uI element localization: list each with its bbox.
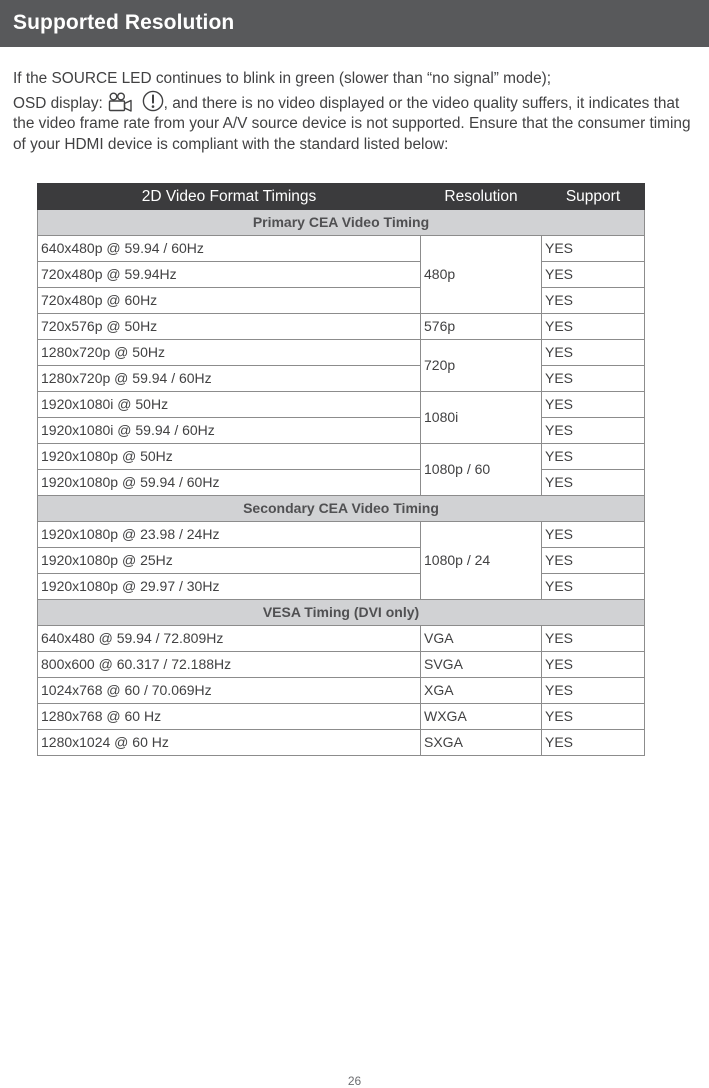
support-cell: YES: [542, 262, 645, 288]
resolution-cell: WXGA: [421, 704, 542, 730]
table-row: [38, 262, 645, 288]
supported-resolution-table: [37, 183, 645, 756]
table-row: [38, 314, 645, 340]
format-cell: 1920x1080p @ 59.94 / 60Hz: [38, 470, 421, 496]
table-row: [38, 340, 645, 366]
support-cell: YES: [542, 470, 645, 496]
resolution-cell: 1080i: [421, 392, 542, 444]
section-title: Primary CEA Video Timing: [38, 210, 645, 236]
format-cell: 1280x768 @ 60 Hz: [38, 704, 421, 730]
header-format: 2D Video Format Timings: [38, 184, 421, 210]
intro-osd-text: , and there is no video displayed or the video quality suffers, it indicates that the video frame rate from your A/V source device is not supported. Ensure that the consumer timing of your HDMI device is compliant with the standard listed below:: [13, 94, 691, 153]
support-cell: YES: [542, 678, 645, 704]
table-row: [38, 574, 645, 600]
table-header-row: [38, 184, 645, 210]
resolution-cell: SVGA: [421, 652, 542, 678]
format-cell: 720x576p @ 50Hz: [38, 314, 421, 340]
table-row: [38, 288, 645, 314]
section-title: Secondary CEA Video Timing: [38, 496, 645, 522]
header-support: Support: [542, 184, 645, 210]
resolution-cell: 480p: [421, 236, 542, 314]
section-header-row: [38, 496, 645, 522]
support-cell: YES: [542, 522, 645, 548]
format-cell: 1920x1080p @ 23.98 / 24Hz: [38, 522, 421, 548]
table-row: [38, 470, 645, 496]
format-cell: 1024x768 @ 60 / 70.069Hz: [38, 678, 421, 704]
resolution-cell: 1080p / 24: [421, 522, 542, 600]
table-row: [38, 626, 645, 652]
resolution-cell: 1080p / 60: [421, 444, 542, 496]
format-cell: 1920x1080p @ 29.97 / 30Hz: [38, 574, 421, 600]
table-row: [38, 444, 645, 470]
resolution-cell: XGA: [421, 678, 542, 704]
support-cell: YES: [542, 340, 645, 366]
resolution-cell: SXGA: [421, 730, 542, 756]
support-cell: YES: [542, 392, 645, 418]
support-cell: YES: [542, 236, 645, 262]
format-cell: 1280x720p @ 50Hz: [38, 340, 421, 366]
table-row: [38, 522, 645, 548]
support-cell: YES: [542, 730, 645, 756]
format-cell: 1920x1080i @ 50Hz: [38, 392, 421, 418]
section-header-row: [38, 210, 645, 236]
support-cell: YES: [542, 704, 645, 730]
table-row: [38, 678, 645, 704]
table-row: [38, 392, 645, 418]
section-header-row: [38, 600, 645, 626]
format-cell: 720x480p @ 59.94Hz: [38, 262, 421, 288]
format-cell: 640x480p @ 59.94 / 60Hz: [38, 236, 421, 262]
format-cell: 1280x1024 @ 60 Hz: [38, 730, 421, 756]
format-cell: 800x600 @ 60.317 / 72.188Hz: [38, 652, 421, 678]
section-title: VESA Timing (DVI only): [38, 600, 645, 626]
header-resolution: Resolution: [421, 184, 542, 210]
support-cell: YES: [542, 574, 645, 600]
osd-display-label: OSD display:: [13, 94, 108, 112]
support-cell: YES: [542, 314, 645, 340]
support-cell: YES: [542, 444, 645, 470]
resolution-cell: 720p: [421, 340, 542, 392]
table-body: [38, 210, 645, 756]
format-cell: 720x480p @ 60Hz: [38, 288, 421, 314]
format-cell: 1280x720p @ 59.94 / 60Hz: [38, 366, 421, 392]
support-cell: YES: [542, 418, 645, 444]
support-cell: YES: [542, 626, 645, 652]
support-cell: YES: [542, 288, 645, 314]
table-row: [38, 236, 645, 262]
support-cell: YES: [542, 548, 645, 574]
resolution-cell: 576p: [421, 314, 542, 340]
table-row: [38, 652, 645, 678]
table-row: [38, 730, 645, 756]
table-row: [38, 366, 645, 392]
page-header: [0, 0, 709, 47]
video-camera-icon: [107, 92, 133, 112]
page-title: Supported Resolution: [13, 11, 235, 34]
table-row: [38, 704, 645, 730]
intro-line-1: If the SOURCE LED continues to blink in green (slower than “no signal” mode);: [13, 70, 552, 87]
format-cell: 1920x1080i @ 59.94 / 60Hz: [38, 418, 421, 444]
resolution-cell: VGA: [421, 626, 542, 652]
support-cell: YES: [542, 366, 645, 392]
intro-paragraph: [13, 69, 693, 155]
page-number: 26: [347, 1074, 362, 1088]
format-cell: 1920x1080p @ 50Hz: [38, 444, 421, 470]
table-row: [38, 418, 645, 444]
format-cell: 1920x1080p @ 25Hz: [38, 548, 421, 574]
table-row: [38, 548, 645, 574]
support-cell: YES: [542, 652, 645, 678]
exclamation-circle-icon: [142, 90, 164, 112]
format-cell: 640x480 @ 59.94 / 72.809Hz: [38, 626, 421, 652]
